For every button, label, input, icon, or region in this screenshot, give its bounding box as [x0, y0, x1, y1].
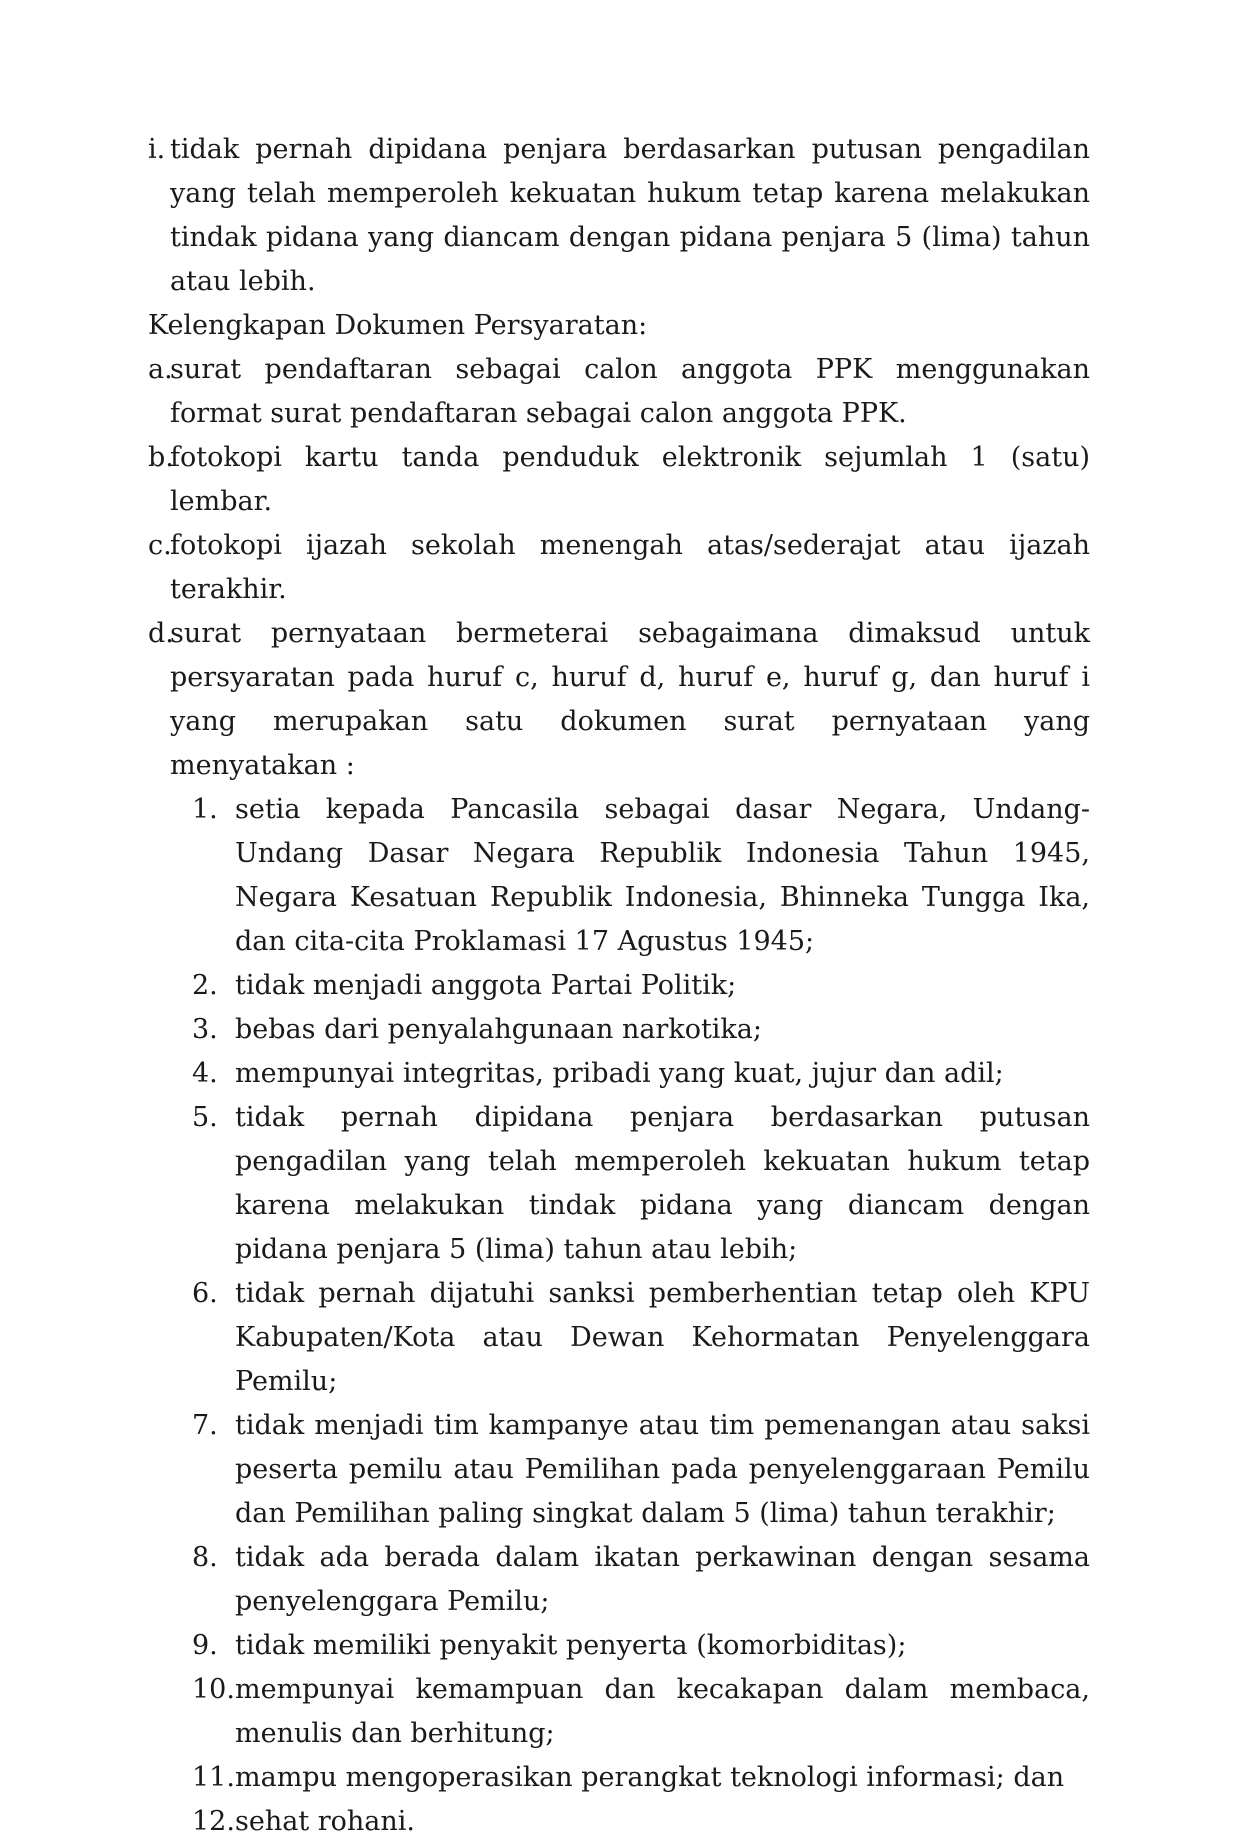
sub-item-12: [148, 1800, 1090, 1844]
list-item-d: [148, 612, 1090, 788]
list-marker: 10.: [192, 1674, 235, 1705]
list-text: fotokopi ijazah sekolah menengah atas/sederajat atau ijazah terakhir.: [170, 530, 1090, 605]
list-item-a: [148, 348, 1090, 436]
list-text: mampu mengoperasikan perangkat teknologi informasi; dan: [235, 1762, 1065, 1793]
list-text: tidak memiliki penyakit penyerta (komorbiditas);: [235, 1630, 907, 1661]
sub-item-6: [148, 1272, 1090, 1404]
list-marker: i.: [148, 134, 166, 165]
sub-item-1: [148, 788, 1090, 964]
sub-item-11: [148, 1756, 1090, 1800]
list-text: tidak menjadi anggota Partai Politik;: [235, 970, 737, 1001]
list-text: surat pendaftaran sebagai calon anggota PPK menggunakan format surat pendaftaran sebagai calon anggota PPK.: [170, 354, 1090, 429]
list-item-i: [148, 128, 1090, 304]
list-marker: 12.: [192, 1806, 235, 1837]
sub-item-7: [148, 1404, 1090, 1536]
list-marker: 5.: [192, 1102, 218, 1133]
list-marker: b.: [148, 442, 174, 473]
list-text: tidak ada berada dalam ikatan perkawinan dengan sesama penyelenggara Pemilu;: [235, 1542, 1090, 1617]
list-text: tidak pernah dijatuhi sanksi pemberhentian tetap oleh KPU Kabupaten/Kota atau Dewan Kehormatan Penyelenggara Pemilu;: [235, 1278, 1090, 1397]
sub-item-2: [148, 964, 1090, 1008]
list-marker: c.: [148, 530, 172, 561]
list-text: sehat rohani.: [235, 1806, 416, 1837]
list-marker: 6.: [192, 1278, 218, 1309]
list-text: mempunyai integritas, pribadi yang kuat, jujur dan adil;: [235, 1058, 1004, 1089]
list-marker: 2.: [192, 970, 218, 1001]
sub-item-10: [148, 1668, 1090, 1756]
section-heading-text: Kelengkapan Dokumen Persyaratan:: [148, 310, 648, 341]
sub-item-3: [148, 1008, 1090, 1052]
list-marker: 11.: [192, 1762, 235, 1793]
sub-item-4: [148, 1052, 1090, 1096]
list-marker: 9.: [192, 1630, 218, 1661]
list-marker: d.: [148, 618, 174, 649]
sub-item-9: [148, 1624, 1090, 1668]
list-text: bebas dari penyalahgunaan narkotika;: [235, 1014, 762, 1045]
list-marker: 3.: [192, 1014, 218, 1045]
list-marker: 4.: [192, 1058, 218, 1089]
sub-item-5: [148, 1096, 1090, 1272]
list-marker: 8.: [192, 1542, 218, 1573]
section-heading: [148, 304, 1090, 348]
list-item-c: [148, 524, 1090, 612]
list-text: setia kepada Pancasila sebagai dasar Negara, Undang-Undang Dasar Negara Republik Indonesia Tahun 1945, Negara Kesatuan Republik Indonesia, Bhinneka Tungga Ika, dan cita-cita Proklamasi 17 Agustus 1945;: [235, 794, 1090, 957]
list-marker: 7.: [192, 1410, 218, 1441]
sub-item-8: [148, 1536, 1090, 1624]
list-text: tidak menjadi tim kampanye atau tim pemenangan atau saksi peserta pemilu atau Pemilihan pada penyelenggaraan Pemilu dan Pemilihan paling singkat dalam 5 (lima) tahun terakhir;: [235, 1410, 1090, 1529]
list-text: tidak pernah dipidana penjara berdasarkan putusan pengadilan yang telah memperoleh kekuatan hukum tetap karena melakukan tindak pidana yang diancam dengan pidana penjara 5 (lima) tahun atau lebih.: [170, 134, 1090, 297]
list-item-b: [148, 436, 1090, 524]
list-text: surat pernyataan bermeterai sebagaimana dimaksud untuk persyaratan pada huruf c, huruf d, huruf e, huruf g, dan huruf i yang merupakan satu dokumen surat pernyataan yang menyatakan :: [170, 618, 1090, 781]
list-text: mempunyai kemampuan dan kecakapan dalam membaca, menulis dan berhitung;: [235, 1674, 1090, 1749]
list-text: tidak pernah dipidana penjara berdasarkan putusan pengadilan yang telah memperoleh kekuatan hukum tetap karena melakukan tindak pidana yang diancam dengan pidana penjara 5 (lima) tahun atau lebih;: [235, 1102, 1090, 1265]
list-marker: a.: [148, 354, 173, 385]
list-text: fotokopi kartu tanda penduduk elektronik sejumlah 1 (satu) lembar.: [170, 442, 1090, 517]
list-marker: 1.: [192, 794, 218, 825]
